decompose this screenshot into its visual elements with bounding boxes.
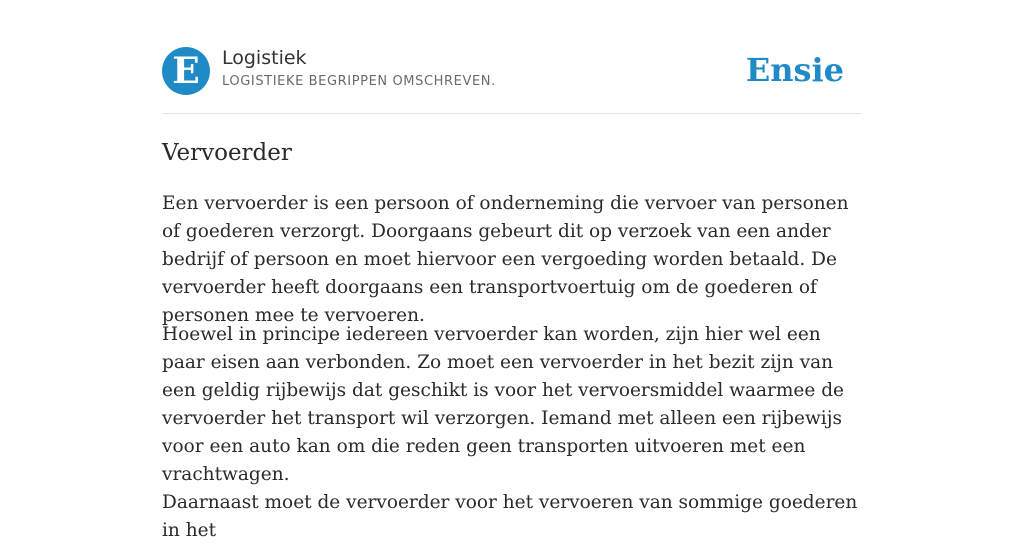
- ensie-brand-logo[interactable]: Ensie: [745, 51, 844, 89]
- header-divider: [162, 113, 862, 114]
- ensie-logo-icon[interactable]: E: [162, 47, 210, 95]
- page: [162, 0, 862, 541]
- article-title: Vervoerder: [162, 140, 292, 166]
- article-paragraph-3: Daarnaast moet de vervoerder voor het vervoeren van sommige goederen in het: [162, 492, 858, 541]
- site-title-link[interactable]: Logistiek: [222, 47, 307, 69]
- site-tagline: LOGISTIEKE BEGRIPPEN OMSCHREVEN.: [222, 74, 496, 89]
- article-paragraph-1: Een vervoerder is een persoon of onderneming die vervoer van personen of goederen verzorgt. Doorgaans gebeurt dit op verzoek van een ander bedrijf of persoon en moet hiervoor een vergoeding worden betaald. De vervoerder heeft doorgaans een transportvoertuig om de goederen of personen mee te vervoeren.: [162, 193, 849, 326]
- article-paragraph-2: Hoewel in principe iedereen vervoerder kan worden, zijn hier wel een paar eisen aan verbonden. Zo moet een vervoerder in het bezit zijn van een geldig rijbewijs dat geschikt is voor het vervoersmiddel waarmee de vervoerder het transport wil verzorgen. Iemand met alleen een rijbewijs voor een auto kan om die reden geen transporten uitvoeren met een vrachtwagen.: [162, 324, 844, 485]
- site-header: [162, 46, 862, 96]
